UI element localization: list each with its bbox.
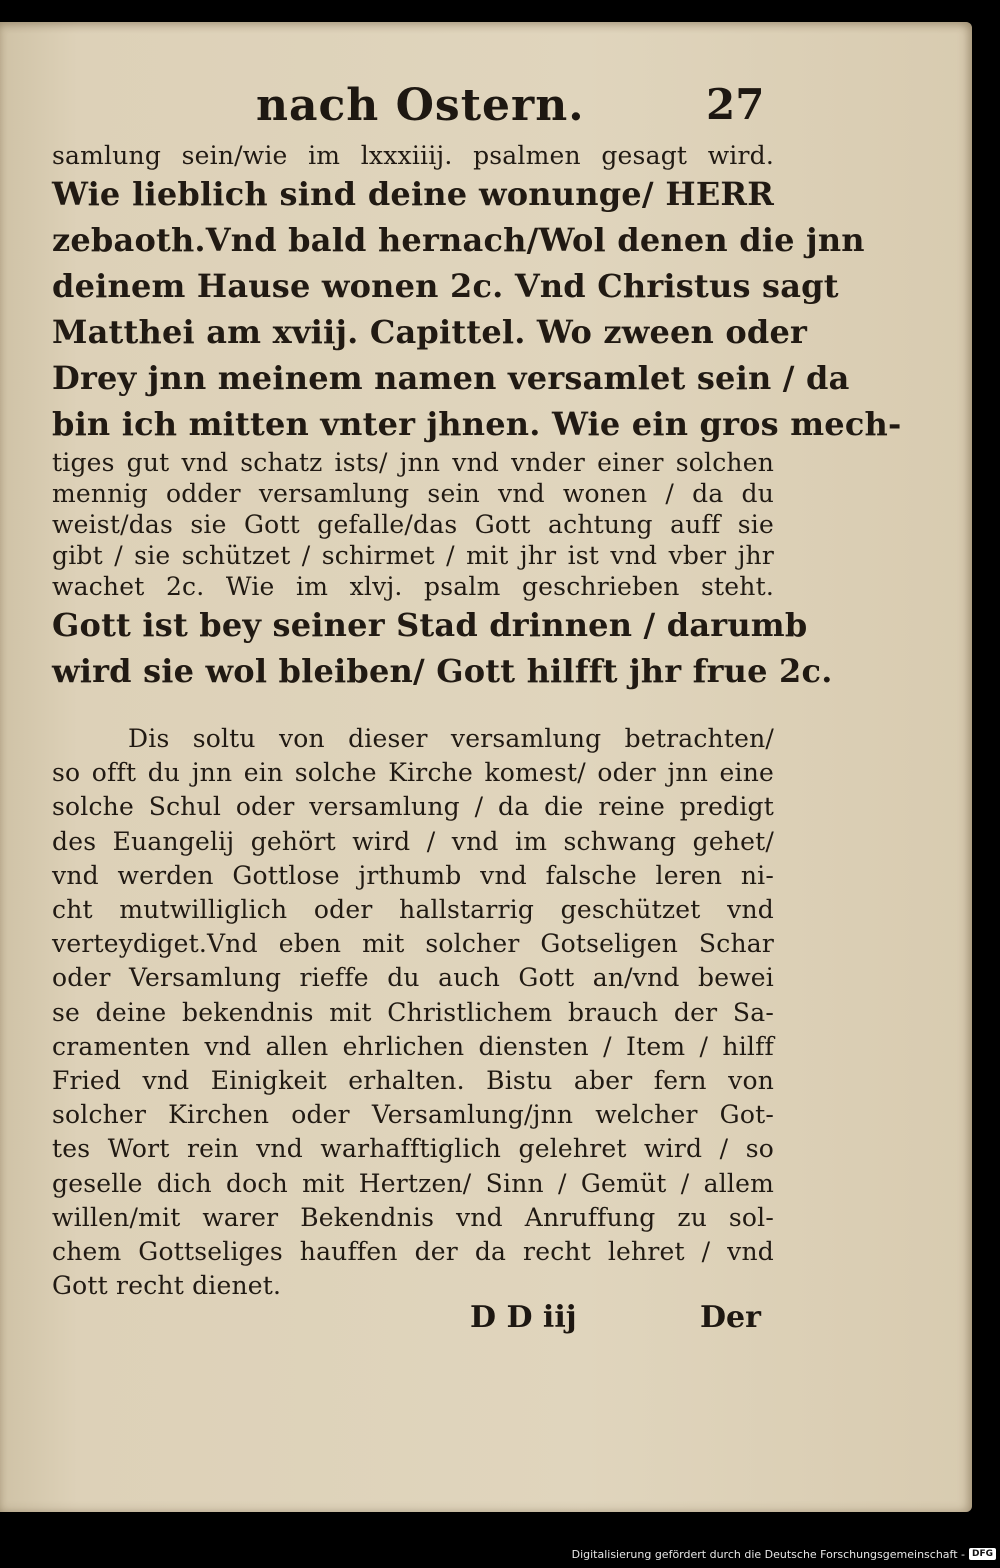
text-line: so offt du jnn ein solche Kirche komest/ oder jnn eine — [52, 758, 774, 788]
text-line: Wie lieblich sind deine wonunge/ HERR — [52, 175, 774, 213]
text-line: verteydiget.Vnd eben mit solcher Gotseligen Schar — [52, 929, 774, 959]
credit-text: Digitalisierung gefördert durch die Deutsche Forschungsgemeinschaft - — [571, 1547, 965, 1561]
catchword: Der — [700, 1300, 761, 1335]
text-line: tiges gut vnd schatz ists/ jnn vnd vnder einer solchen — [52, 448, 774, 477]
digitization-credit — [572, 1544, 996, 1564]
book-page — [0, 22, 972, 1512]
paragraph-1 — [52, 140, 902, 694]
text-line: wird sie wol bleiben/ Gott hilfft jhr frue 2c. — [52, 652, 833, 690]
text-line: bin ich mitten vnter jhnen. Wie ein gros mech- — [52, 405, 902, 443]
body-text — [52, 140, 902, 1303]
text-line: solcher Kirchen oder Versamlung/jnn welcher Got- — [52, 1100, 774, 1130]
text-line: Dis soltu von dieser versamlung betrachten/ — [128, 724, 774, 753]
page-footer-catch — [470, 1300, 770, 1340]
text-line: vnd werden Gottlose jrthumb vnd falsche leren ni- — [52, 860, 774, 890]
text-line: oder Versamlung rieffe du auch Gott an/vnd bewei — [52, 963, 774, 993]
text-line: des Euangelij gehört wird / vnd im schwang gehet/ — [52, 826, 774, 856]
dfg-logo-icon: DFG — [969, 1548, 996, 1560]
text-line: Gott ist bey seiner Stad drinnen / darumb — [52, 606, 808, 644]
signature-mark: D D iij — [470, 1300, 577, 1335]
text-line: cht mutwilliglich oder hallstarrig geschützet vnd — [52, 895, 774, 925]
text-line: Fried vnd Einigkeit erhalten. Bistu aber fern von — [52, 1066, 774, 1096]
text-line: weist/das sie Gott gefalle/das Gott achtung auff sie — [52, 510, 774, 539]
text-line: willen/mit warer Bekendnis vnd Anruffung zu sol- — [52, 1202, 774, 1232]
text-line: chem Gottseliges hauffen der da recht lehret / vnd — [52, 1237, 774, 1267]
page-header — [0, 80, 972, 140]
text-line: zebaoth.Vnd bald hernach/Wol denen die jnn — [52, 221, 865, 259]
running-head: nach Ostern. — [256, 80, 585, 131]
text-line: Gott recht dienet. — [52, 1271, 282, 1301]
text-line: gibt / sie schützet / schirmet / mit jhr ist vnd vber jhr — [52, 541, 774, 570]
page-number: 27 — [706, 80, 765, 129]
text-line: se deine bekendnis mit Christlichem brauch der Sa- — [52, 997, 774, 1027]
text-line: Matthei am xviij. Capittel. Wo zween oder — [52, 313, 808, 351]
text-line: deinem Hause wonen 2c. Vnd Christus sagt — [52, 267, 839, 305]
text-line: Drey jnn meinem namen versamlet sein / da — [52, 359, 850, 397]
text-line: solche Schul oder versamlung / da die reine predigt — [52, 792, 774, 822]
text-line: tes Wort rein vnd warhafftiglich gelehret wird / so — [52, 1134, 774, 1164]
paragraph-2 — [52, 722, 774, 1303]
text-line: geselle dich doch mit Hertzen/ Sinn / Gemüt / allem — [52, 1168, 774, 1198]
text-line: samlung sein/wie im lxxxiiij. psalmen gesagt wird. — [52, 141, 774, 170]
text-line: mennig odder versamlung sein vnd wonen / da du — [52, 479, 774, 508]
text-line: cramenten vnd allen ehrlichen diensten / Item / hilff — [52, 1031, 774, 1061]
text-line: wachet 2c. Wie im xlvj. psalm geschrieben steht. — [52, 572, 774, 601]
